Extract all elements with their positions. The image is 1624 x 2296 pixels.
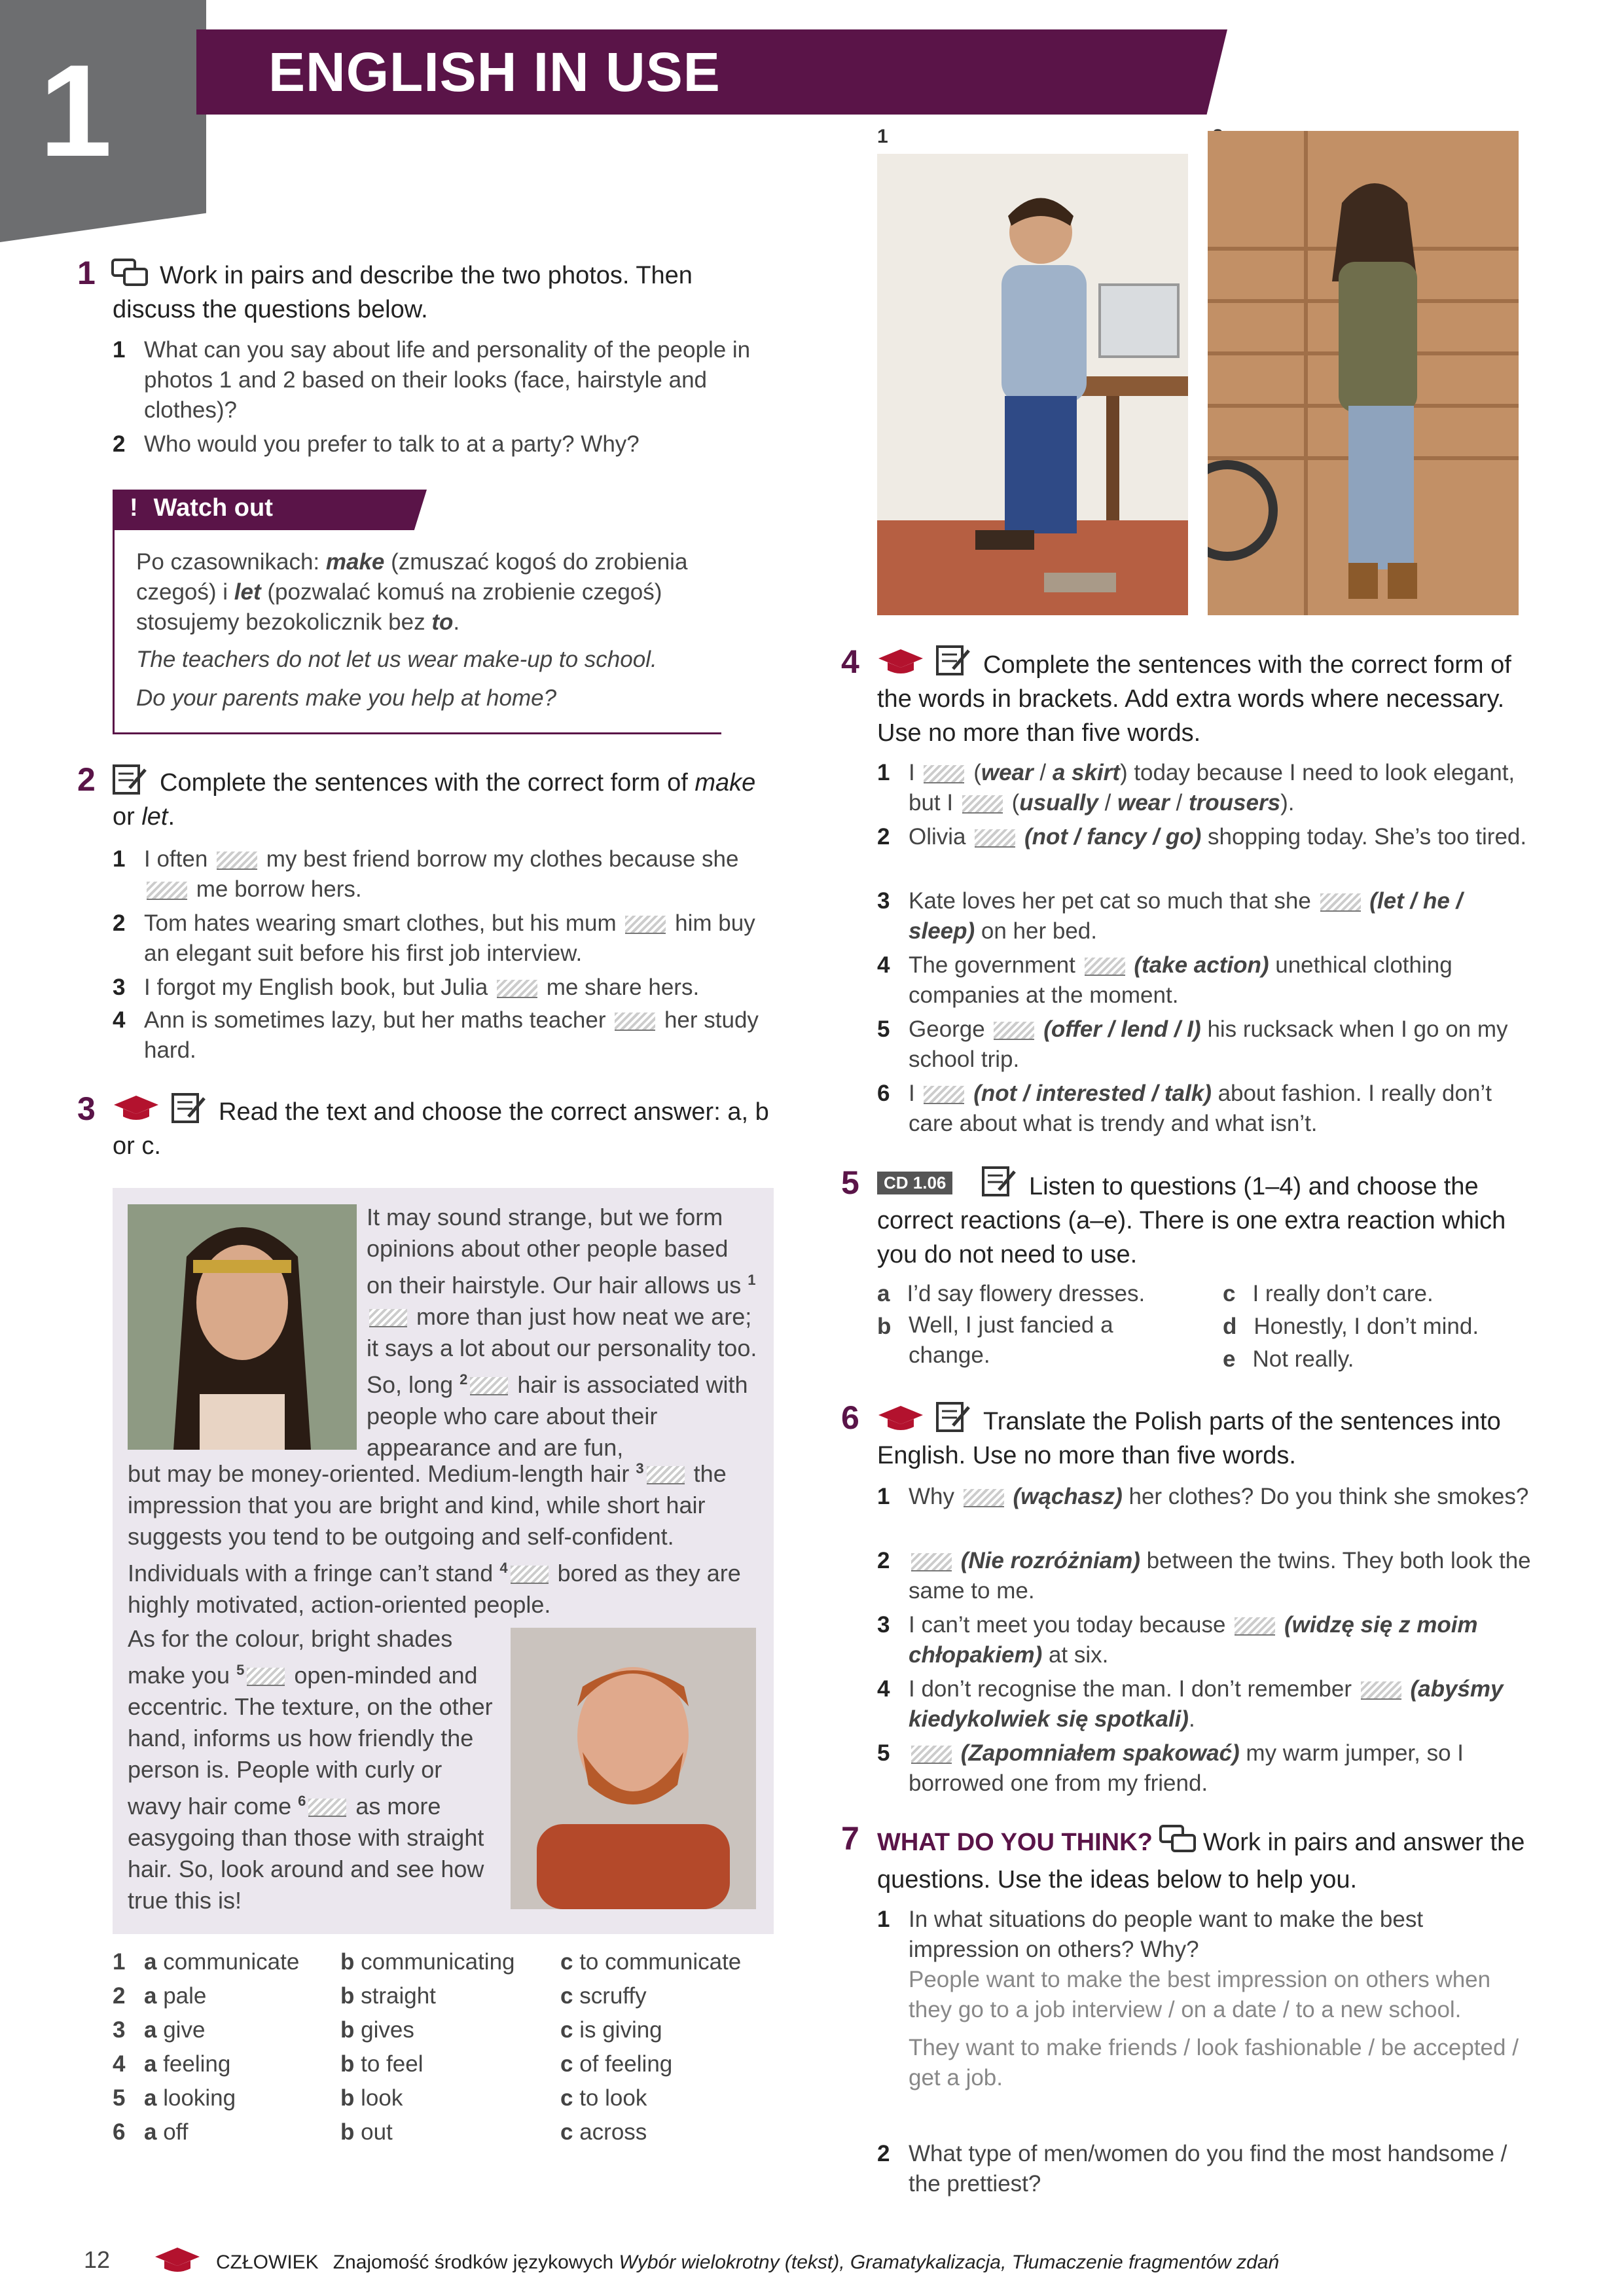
exercise-4-item: 3 Kate loves her pet cat so much that she (let / he / sleep) on her bed.: [877, 888, 1463, 944]
answer-gap[interactable]: [308, 1799, 346, 1817]
exercise-1-instruction: Work in pairs and describe the two photos. Then discuss the questions below.: [113, 262, 693, 323]
exercise-5-options: a I’d say flowery dresses. b Well, I just fancied a change. c I really don’t care. d Honestly, I don’t mind. e Not really.: [877, 1281, 1479, 1372]
exercise-5-number: 5: [841, 1164, 859, 1201]
answer-gap[interactable]: [1361, 1681, 1401, 1700]
photo-woman-long-hair: [128, 1204, 357, 1450]
answer-gap[interactable]: [911, 1746, 952, 1764]
exercise-4-item: 4 The government (take action) unethical clothing companies at the moment.: [877, 952, 1453, 1008]
answer-gap[interactable]: [911, 1553, 952, 1571]
answer-gap[interactable]: [1085, 958, 1125, 976]
exercise-6-number: 6: [841, 1399, 859, 1436]
exam-cap-icon: [154, 2246, 201, 2278]
option-row: 4 a feeling b to feel c of feeling: [113, 2051, 673, 2077]
exercise-2-item: 3 I forgot my English book, but Julia me share hers.: [113, 975, 700, 1000]
exercise-2-item: 2 Tom hates wearing smart clothes, but his mum him buy an elegant suit before his first job interview.: [113, 910, 755, 966]
answer-gap[interactable]: [147, 882, 187, 900]
exercise-2-item: 4 Ann is sometimes lazy, but her maths teacher her study hard.: [113, 1007, 759, 1063]
exclamation-icon: !: [130, 494, 138, 522]
reading-paragraph-2: As for the colour, bright shades make you $^5$ open-minded and eccentric. The texture, on the other hand, informs us how friendly the person is. People with curly or wavy hair come $^6$ as more easygoing than those with straight hair. So, look around and see how true this is!: [128, 1625, 493, 1914]
idea-text: People want to make the best impression on others when they go to a job interview / on a date / to a new school.: [909, 1967, 1491, 2022]
what-do-you-think-heading: WHAT DO YOU THINK?: [877, 1829, 1153, 1857]
photo-man-red-hair: [511, 1628, 756, 1909]
exercise-4-number: 4: [841, 643, 859, 680]
answer-gap[interactable]: [994, 1022, 1034, 1040]
answer-gap[interactable]: [964, 1489, 1004, 1507]
exercise-7-instruction: WHAT DO YOU THINK? Work in pairs and answer the questions. Use the ideas below to help you.: [877, 1825, 1532, 1897]
answer-gap[interactable]: [615, 1013, 655, 1031]
answer-gap[interactable]: [625, 916, 666, 934]
option-row: 2 a pale b straight c scruffy: [113, 1983, 647, 2009]
exercise-6-item: 2 (Nie rozróżniam) between the twins. They both look the same to me.: [877, 1548, 1531, 1604]
exercise-3-number: 3: [77, 1090, 96, 1127]
exercise-2-number: 2: [77, 761, 96, 798]
idea-text: They want to make friends / look fashionable / be accepted / get a job.: [909, 2035, 1519, 2090]
answer-gap[interactable]: [369, 1309, 407, 1327]
exercise-7-number: 7: [841, 1820, 859, 1857]
exercise-1-number: 1: [77, 255, 96, 291]
answer-gap[interactable]: [497, 980, 537, 998]
option-row: 1 a communicate b communicating c to communicate: [113, 1949, 742, 1975]
page-number: 12: [84, 2246, 111, 2273]
unit-number: 1: [39, 38, 113, 184]
photo-man-sitting-on-desk: [877, 154, 1188, 615]
exercise-6-item: 1 Why (wąchasz) her clothes? Do you think she smokes?: [877, 1484, 1529, 1509]
answer-gap[interactable]: [1235, 1617, 1275, 1636]
answer-gap[interactable]: [647, 1466, 685, 1484]
exercise-6-instruction: Translate the Polish parts of the sentences into English. Use no more than five words.: [877, 1408, 1501, 1469]
pair-work-icon: [1159, 1825, 1196, 1863]
reading-paragraph-1-continued: but may be money-oriented. Medium-length hair $^3$ the impression that you are bright and kind, while short hair suggests you tend to be outgoing and self-confident. Individuals with a fringe can’t stand $^4$ bored as they are highly motivated, action-oriented people.: [128, 1460, 741, 1618]
exercise-4-instruction: Complete the sentences with the correct form of the words in brackets. Add extra words where necessary. Use no more than five words.: [877, 651, 1511, 747]
footer-skills: CZŁOWIEK Znajomość środków językowych Wybór wielokrotny (tekst), Gramatykalizacja, Tłumaczenie fragmentów zdań: [216, 2251, 1280, 2273]
exercise-4-item: 6 I (not / interested / talk) about fashion. I really don’t care about what is trendy and what isn’t.: [877, 1081, 1492, 1136]
exercise-3-options: [113, 1945, 774, 2149]
photo-label-1: 1: [877, 126, 888, 147]
answer-gap[interactable]: [1320, 893, 1361, 912]
answer-gap[interactable]: [924, 765, 964, 783]
answer-gap[interactable]: [962, 795, 1003, 814]
watch-out-example: Do your parents make you help at home?: [136, 685, 557, 711]
exercise-2-item: 1 I often my best friend borrow my clothes because she me borrow hers.: [113, 846, 739, 902]
watch-out-label: ! Watch out: [130, 494, 273, 522]
reading-paragraph-1: It may sound strange, but we form opinions about other people based on their hairstyle. Our hair allows us $^1$ more than just how neat we are; it says a lot about our personality too. So, long $^2$ hair is associated with people who care about their appearance and are fun,: [367, 1204, 757, 1461]
watch-out-example: The teachers do not let us wear make-up to school.: [136, 647, 657, 672]
exercise-4-item: 1 I (wear / a skirt) today because I need to look elegant, but I (usually / wear / trousers).: [877, 760, 1515, 816]
exercise-3-instruction: Read the text and choose the correct answer: a, b or c.: [113, 1098, 769, 1160]
cd-track-badge[interactable]: CD 1.06: [877, 1172, 952, 1194]
page-title: ENGLISH IN USE: [268, 41, 721, 103]
answer-gap[interactable]: [511, 1566, 549, 1584]
exercise-6-item: 5 (Zapomniałem spakować) my warm jumper, so I borrowed one from my friend.: [877, 1740, 1464, 1796]
photo-woman-standing: [1208, 131, 1519, 615]
exercise-5-instruction: Listen to questions (1–4) and choose the correct reactions (a–e). There is one extra reaction which you do not need to use.: [877, 1173, 1506, 1268]
exercise-2-instruction: Complete the sentences with the correct form of make or let.: [113, 769, 756, 831]
exercise-1-item: 2 Who would you prefer to talk to at a party? Why?: [113, 431, 640, 457]
exercise-7-item: 1 In what situations do people want to make the best impression on others? Why? People want to make the best impression on others when they go to a job interview / on a date / to a new school. They want to make friends / look fashionable / be accepted / get a job.: [877, 1905, 1532, 2093]
exercise-7-item: 2 What type of men/women do you find the most handsome / the prettiest?: [877, 2141, 1507, 2197]
watch-out-rule: Po czasownikach: make (zmuszać kogoś do zrobienia czegoś) i let (pozwalać komuś na zrobienie czegoś) stosujemy bezokolicznik bez to.: [136, 549, 688, 635]
exercise-4-item: 2 Olivia (not / fancy / go) shopping today. She’s too tired.: [877, 824, 1527, 850]
exercise-4-item: 5 George (offer / lend / I) his rucksack when I go on my school trip.: [877, 1016, 1508, 1072]
answer-gap[interactable]: [217, 852, 257, 870]
answer-gap[interactable]: [247, 1668, 285, 1686]
answer-gap[interactable]: [975, 829, 1015, 848]
answer-gap[interactable]: [924, 1086, 964, 1104]
exercise-6-item: 3 I can’t meet you today because (widzę się z moim chłopakiem) at six.: [877, 1612, 1478, 1668]
option-row: 5 a looking b look c to look: [113, 2085, 647, 2111]
exercise-1-item: 1 What can you say about life and personality of the people in photos 1 and 2 based on their looks (face, hairstyle and clothes)?: [113, 337, 751, 423]
option-row: 6 a off b out c across: [113, 2119, 647, 2145]
option-row: 3 a give b gives c is giving: [113, 2017, 662, 2043]
exercise-6-item: 4 I don’t recognise the man. I don’t remember (abyśmy kiedykolwiek się spotkali).: [877, 1676, 1504, 1732]
answer-gap[interactable]: [470, 1377, 508, 1395]
